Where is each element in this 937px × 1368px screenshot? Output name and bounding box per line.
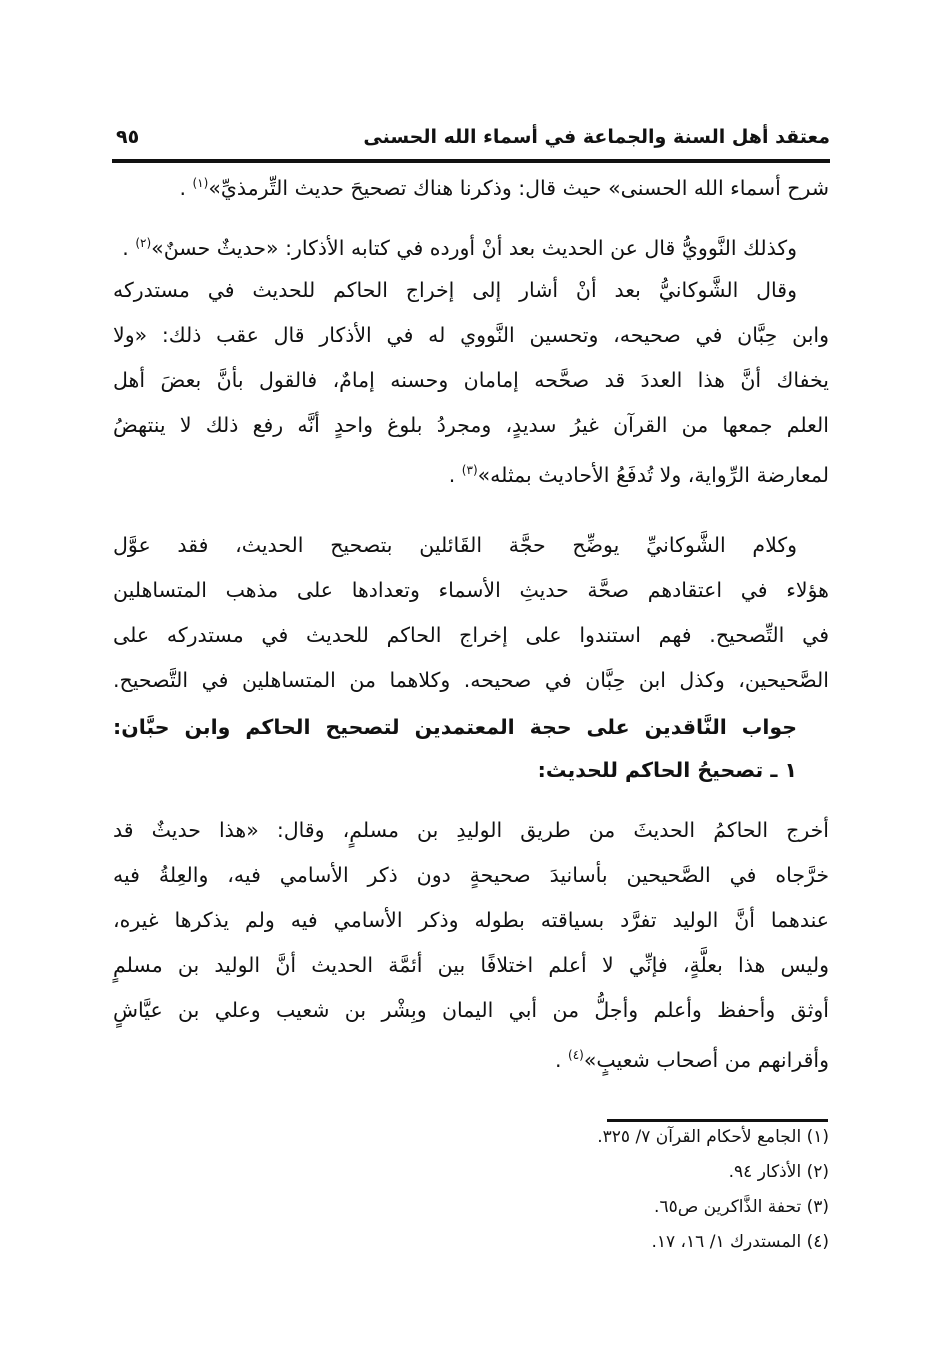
- text-line: [113, 410, 829, 440]
- text-line: [113, 755, 797, 785]
- footnote: (٤) المستدرك ١/ ١٦، ١٧.: [651, 1232, 829, 1252]
- line-text: هؤلاء في اعتقادهم صحَّة حديثِ الأسماء وتعدادها على مذهب المتساهلين: [113, 578, 829, 602]
- footnote: (٣) تحفة الذَّاكرين ص٦٥.: [654, 1197, 829, 1217]
- footnote-rule: [607, 1119, 828, 1122]
- line-end: .: [179, 175, 193, 200]
- text-line: [113, 950, 829, 980]
- line-text: عندهما أنَّ الوليد تفرَّد بسياقته بطوله وذكر الأسامي فيه ولم يذكرها غيره،: [113, 908, 829, 932]
- footnote-ref[interactable]: (٣): [461, 463, 478, 477]
- line-end: .: [554, 1047, 569, 1072]
- page-number: ٩٥: [116, 126, 140, 148]
- line-end: .: [122, 235, 136, 260]
- text-line: [113, 1040, 829, 1075]
- line-text: أخرج الحاكمُ الحديثَ من طريق الوليدِ بن مسلمٍ، وقال: «هذا حديثٌ قد: [113, 818, 829, 842]
- line-text: ١ ـ تصحيحُ الحاكم للحديث:: [537, 758, 797, 782]
- text-line: [113, 712, 797, 742]
- text-line: [113, 365, 829, 395]
- footnote: (١) الجامع لأحكام القرآن ٧/ ٣٢٥.: [597, 1127, 829, 1147]
- line-text: يخفاك أنَّ هذا العددَ قد صحَّحه إمامان وحسنه إمامٌ، فالقول بأنَّ بعضَ أهل: [113, 368, 829, 392]
- header-rule: [112, 159, 830, 163]
- line-text: وأقرانهم من أصحاب شعيبٍ»: [583, 1047, 829, 1072]
- line-text: أوثق وأحفظ وأعلم وأجلُّ من أبي اليمان وبِشْر بن شعيب وعلي بن عيَّاشٍ: [113, 998, 829, 1022]
- text-line: [113, 860, 829, 890]
- text-line: [113, 228, 797, 263]
- line-end: .: [448, 462, 462, 487]
- line-text: وقال الشَّوكانيُّ بعد أنْ أشار إلى إخراج الحاكم للحديث في مستدركه: [113, 278, 797, 302]
- text-line: [113, 168, 829, 203]
- text-line: [113, 320, 829, 350]
- line-text: الصَّحيحين، وكذل ابن حِبَّان في صحيحه. وكلاهما من المتساهلين في التَّصحيح.: [113, 668, 829, 692]
- text-line: [113, 665, 829, 695]
- line-text: خرَّجاه في الصَّحيحين بأسانيدَ صحيحةٍ دون ذكر الأسامي فيه، والعِلةُ فيه: [113, 863, 829, 887]
- text-line: [113, 905, 829, 935]
- text-line: [113, 620, 829, 650]
- line-text: في التِّصحيح. فهم استندوا على إخراج الحاكم للحديث في مستدركه على: [113, 623, 829, 647]
- line-text: وكذلك النَّوويُّ قال عن الحديث بعد أنْ أورده في كتابه الأذكار: «حديثٌ حسنٌ»: [151, 235, 797, 260]
- text-line: [113, 995, 829, 1025]
- header-title: معتقد أهل السنة والجماعة في أسماء الله الحسنى: [363, 126, 830, 148]
- text-line: [113, 455, 829, 490]
- line-text: لمعارضة الرِّواية، ولا تُدفَعُ الأحاديث بمثله»: [477, 462, 829, 487]
- line-text: وكلام الشَّوكانيِّ يوضِّح حجَّة القَائلين بتصحيح الحديث، فقد عوَّل: [113, 533, 797, 557]
- line-text: جواب النَّاقدين على حجة المعتمدين لتصحيح الحاكم وابن حبَّان:: [113, 715, 797, 739]
- line-text: العلم جمعها من القرآن غيرُ سديدٍ، ومجردُ بلوغ واحدٍ أنَّه رفع ذلك لا ينتهضُ: [113, 413, 829, 437]
- line-text: شرح أسماء الله الحسنى» حيث قال: وذكرنا هناك تصحيحَ حديث التِّرمذيِّ»: [208, 175, 829, 200]
- footnote: (٢) الأذكار ٩٤.: [728, 1162, 829, 1182]
- text-line: [113, 530, 797, 560]
- text-line: [113, 815, 829, 845]
- running-header: [112, 118, 830, 158]
- footnote-ref[interactable]: (٢): [135, 236, 152, 250]
- footnote-ref[interactable]: (١): [192, 176, 209, 190]
- footnote-ref[interactable]: (٤): [568, 1048, 584, 1062]
- text-line: [113, 275, 797, 305]
- line-text: وليس هذا بعلَّةٍ، فإنِّي لا أعلم اختلافًا بين أئمَّة الحديث أنَّ الوليد بن مسلمٍ: [113, 953, 829, 977]
- text-line: [113, 575, 829, 605]
- line-text: وابن حِبَّان في صحيحه، وتحسين النَّووي له في الأذكار قال عقب ذلك: «ولا: [113, 323, 829, 347]
